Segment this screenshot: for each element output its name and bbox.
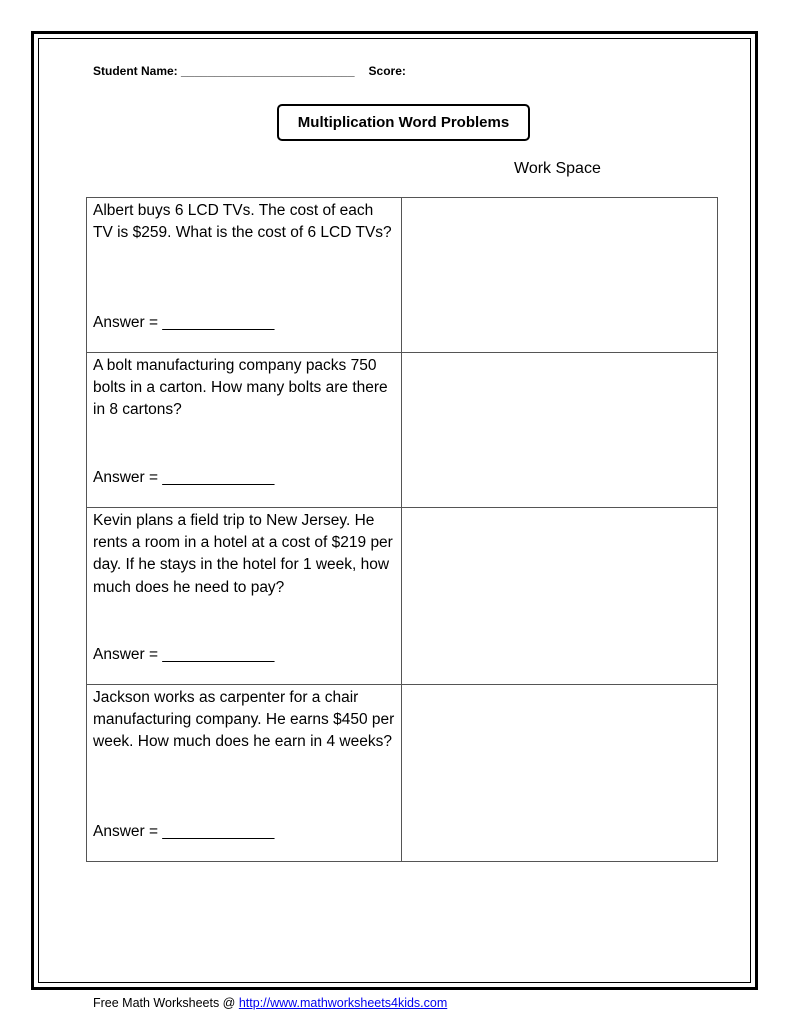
worksheet-header bbox=[93, 64, 406, 78]
work-space-cell[interactable] bbox=[402, 685, 718, 862]
answer-line: Answer = _____________ bbox=[93, 469, 275, 486]
worksheet-title bbox=[277, 104, 530, 141]
work-space-cell[interactable] bbox=[402, 353, 718, 508]
question-text: Kevin plans a field trip to New Jersey. He rents a room in a hotel at a cost of $219 per day. If he stays in the hotel for 1 week, how much does he need to pay? bbox=[93, 512, 393, 596]
worksheet-title-text: Multiplication Word Problems bbox=[297, 114, 510, 131]
question-cell bbox=[87, 508, 402, 685]
footer-prefix: Free Math Worksheets @ bbox=[93, 996, 239, 1010]
question-text: Jackson works as carpenter for a chair manufacturing company. He earns $450 per week. How much does he earn in 4 weeks? bbox=[93, 689, 395, 751]
table-row bbox=[87, 685, 718, 862]
answer-line: Answer = _____________ bbox=[93, 823, 275, 840]
answer-line: Answer = _____________ bbox=[93, 646, 275, 663]
table-row bbox=[87, 353, 718, 508]
question-cell bbox=[87, 198, 402, 353]
footer-website-link[interactable]: http://www.mathworksheets4kids.com bbox=[238, 996, 448, 1010]
score-label: Score: bbox=[368, 64, 406, 78]
work-space-cell[interactable] bbox=[402, 198, 718, 353]
work-space-cell[interactable] bbox=[402, 508, 718, 685]
question-cell bbox=[87, 353, 402, 508]
student-name-label: Student Name: __________________________ bbox=[93, 64, 355, 78]
table-row bbox=[87, 508, 718, 685]
footer bbox=[93, 996, 447, 1010]
question-text: Albert buys 6 LCD TVs. The cost of each TV is $259. What is the cost of 6 LCD TVs? bbox=[93, 202, 392, 242]
table-row bbox=[87, 198, 718, 353]
question-text: A bolt manufacturing company packs 750 bolts in a carton. How many bolts are there in 8 cartons? bbox=[93, 357, 388, 419]
question-cell bbox=[87, 685, 402, 862]
problems-table bbox=[86, 197, 718, 862]
work-space-label: Work Space bbox=[514, 160, 601, 177]
answer-line: Answer = _____________ bbox=[93, 314, 275, 331]
